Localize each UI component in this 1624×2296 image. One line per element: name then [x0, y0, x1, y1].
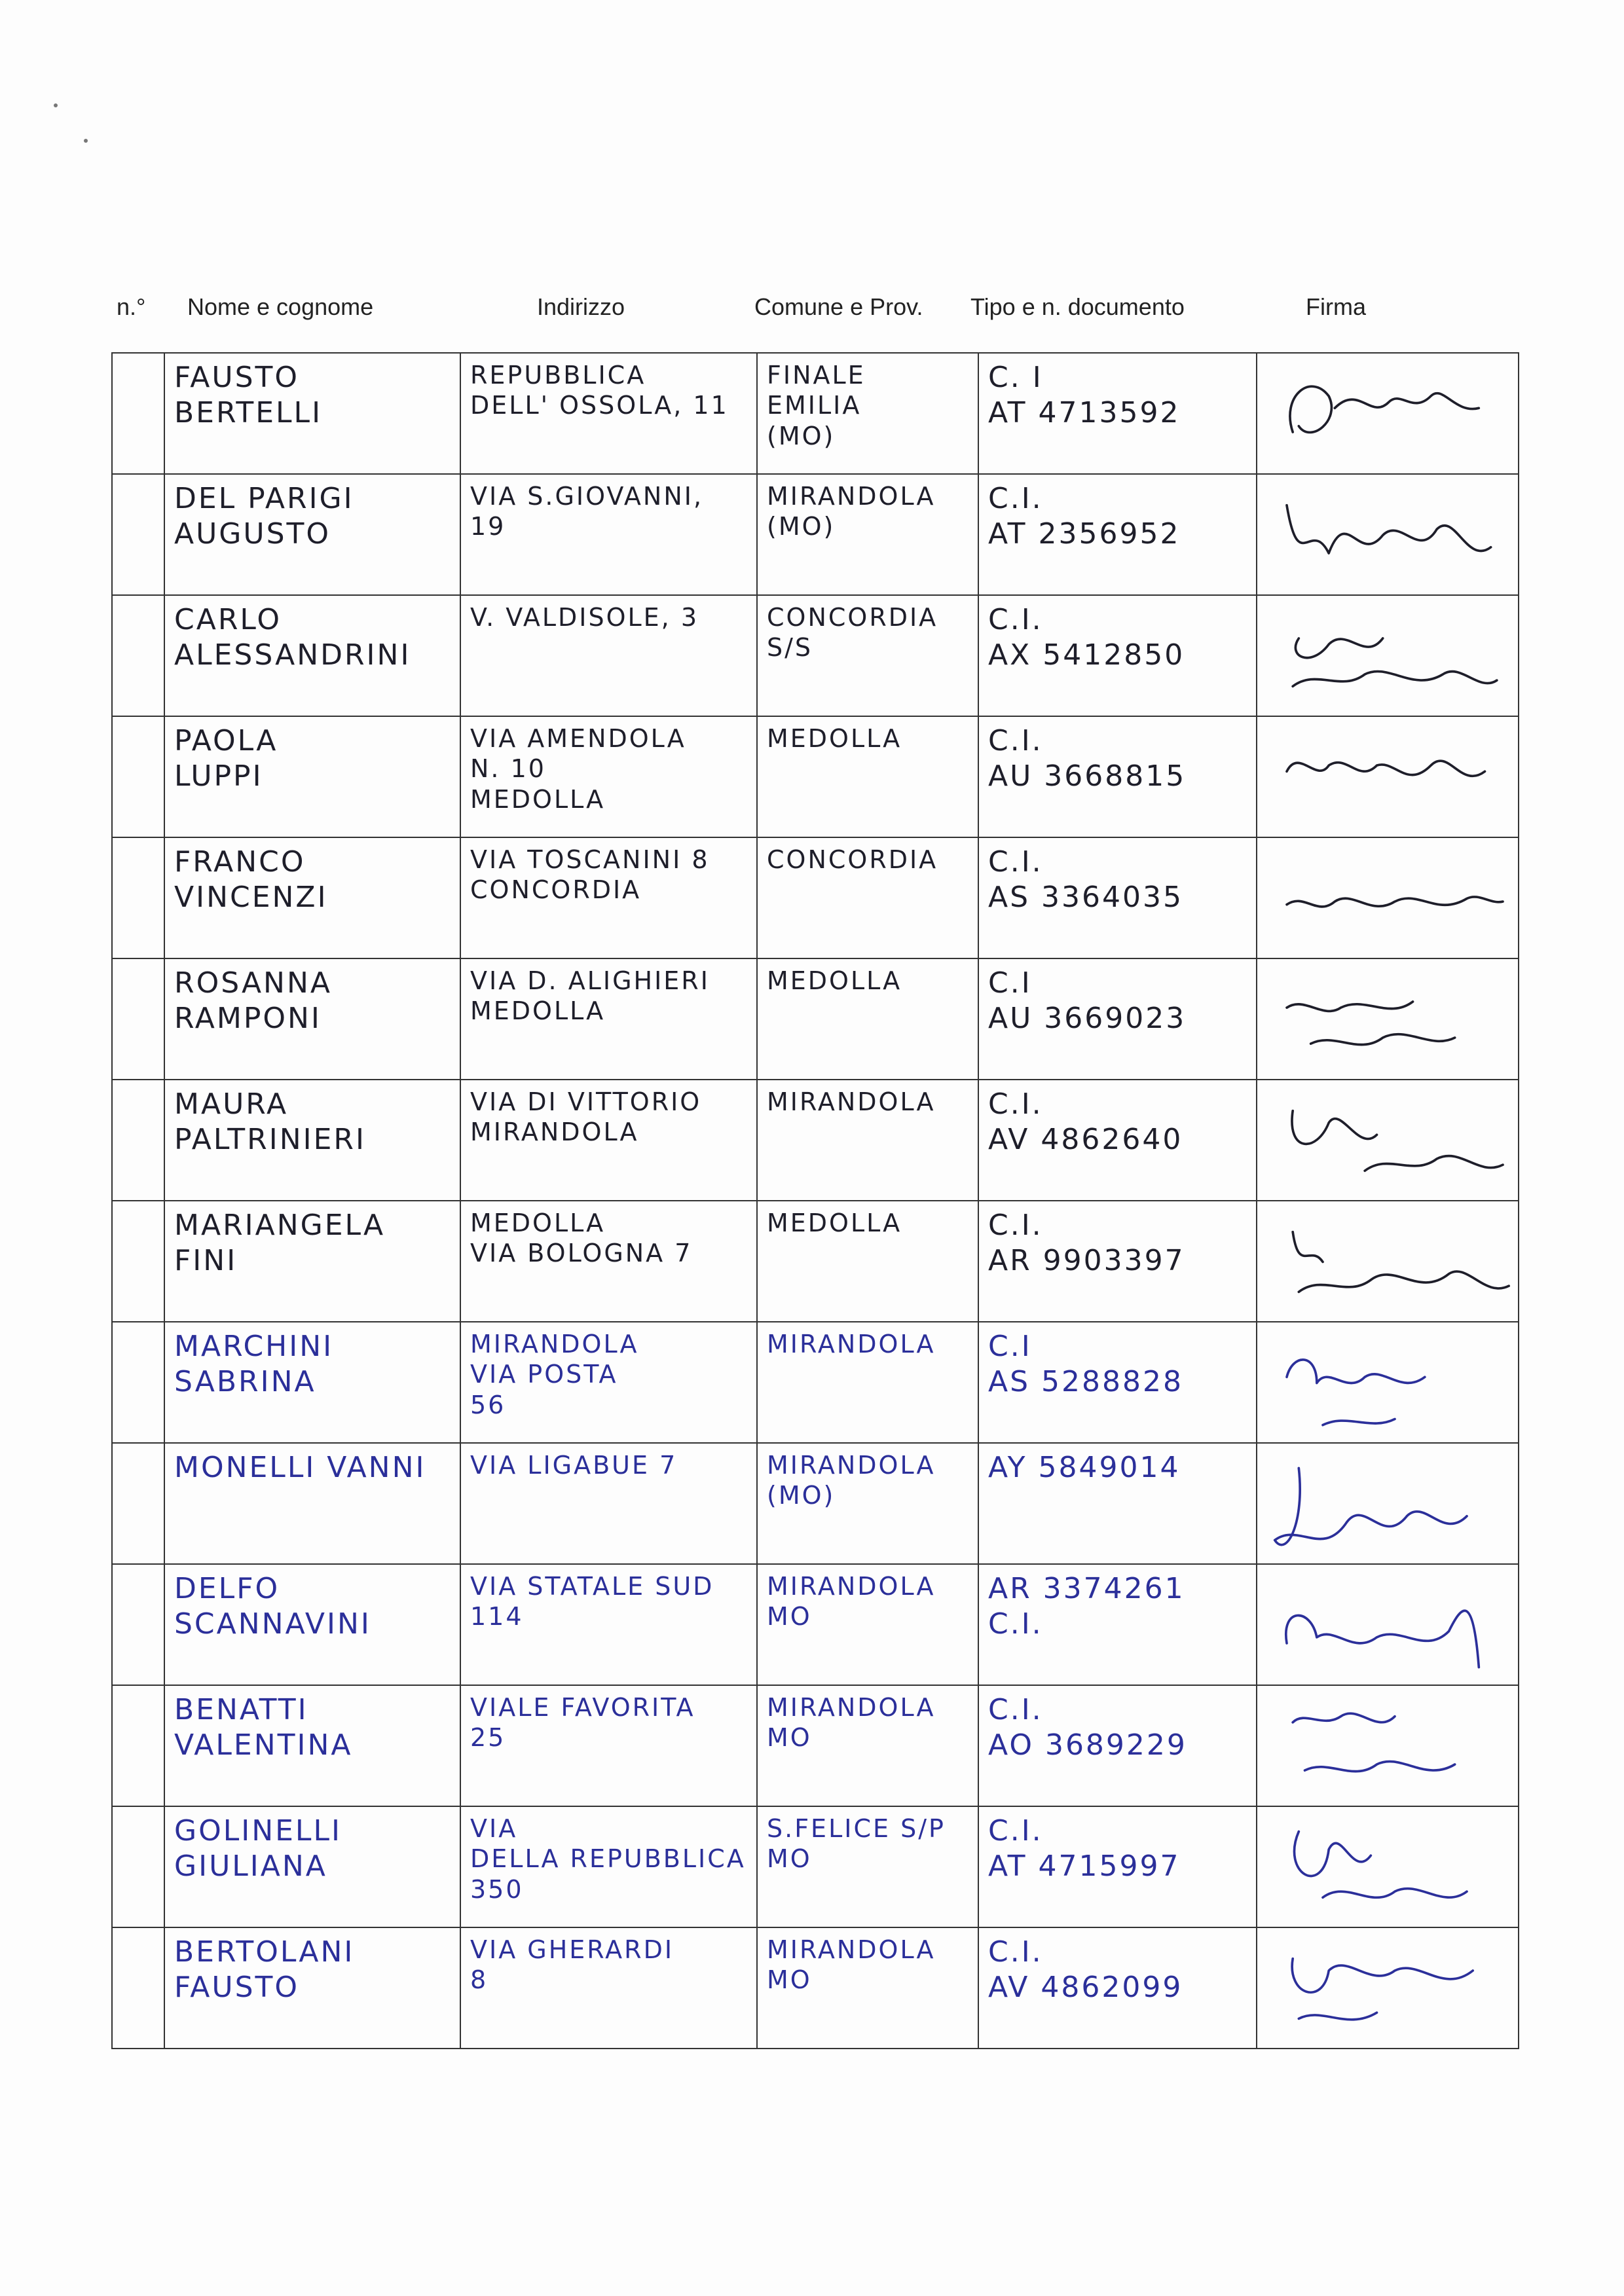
document-text: AR 3374261 C.I. — [988, 1572, 1185, 1641]
header-document: Tipo e n. documento — [970, 293, 1185, 320]
handwritten-signature — [1264, 1813, 1519, 1922]
signature-stroke — [1287, 761, 1485, 776]
name-cell — [164, 1564, 460, 1685]
row-number-cell — [112, 1443, 164, 1564]
signature-cell — [1257, 1927, 1519, 2049]
municipality-text: MIRANDOLA MO — [767, 1572, 936, 1631]
document-cell — [978, 1443, 1257, 1564]
handwritten-signature — [1264, 1087, 1519, 1195]
document-text: C.I. AT 2356952 — [988, 482, 1181, 551]
table-row — [112, 1080, 1519, 1201]
document-cell — [978, 1564, 1257, 1685]
signature-stroke — [1287, 1002, 1455, 1045]
name-cell — [164, 1927, 460, 2049]
document-text: C.I. AO 3689229 — [988, 1693, 1187, 1762]
municipality-cell — [757, 1080, 978, 1201]
document-text: C.I. AT 4715997 — [988, 1814, 1181, 1883]
address-cell — [460, 1927, 757, 2049]
row-number-cell — [112, 1080, 164, 1201]
address-text: VIA LIGABUE 7 — [470, 1451, 678, 1480]
signature-cell — [1257, 716, 1519, 837]
municipality-text: MEDOLLA — [767, 1209, 902, 1237]
address-cell — [460, 1201, 757, 1322]
row-number-cell — [112, 353, 164, 474]
table-row — [112, 353, 1519, 474]
name-cell — [164, 474, 460, 595]
signature-stroke — [1287, 897, 1503, 907]
signature-cell — [1257, 1080, 1519, 1201]
address-cell — [460, 474, 757, 595]
address-text: VIA S.GIOVANNI, 19 — [470, 482, 704, 541]
address-text: VIA STATALE SUD 114 — [470, 1572, 714, 1631]
document-cell — [978, 716, 1257, 837]
address-text: REPUBBLICA DELL' OSSOLA, 11 — [470, 361, 729, 420]
municipality-cell — [757, 595, 978, 716]
document-text: C.I AS 5288828 — [988, 1330, 1183, 1398]
handwritten-signature — [1264, 1571, 1519, 1679]
handwritten-signature — [1264, 1208, 1519, 1316]
row-number-cell — [112, 1685, 164, 1806]
name-text: FRANCO VINCENZI — [174, 845, 328, 914]
handwritten-signature — [1264, 1329, 1519, 1437]
handwritten-signature — [1264, 602, 1519, 710]
address-text: VIA DELLA REPUBBLICA 350 — [470, 1814, 746, 1904]
document-text: C.I. AU 3668815 — [988, 724, 1187, 793]
document-cell — [978, 1080, 1257, 1201]
row-number-cell — [112, 474, 164, 595]
row-number-cell — [112, 958, 164, 1080]
municipality-text: MIRANDOLA (MO) — [767, 1451, 936, 1510]
row-number-cell — [112, 1564, 164, 1685]
municipality-cell — [757, 1443, 978, 1564]
municipality-text: MEDOLLA — [767, 724, 902, 753]
address-text: V. VALDISOLE, 3 — [470, 603, 699, 632]
name-cell — [164, 716, 460, 837]
table-row — [112, 1443, 1519, 1564]
name-text: BERTOLANI FAUSTO — [174, 1935, 355, 2004]
municipality-text: CONCORDIA S/S — [767, 603, 938, 663]
row-number-cell — [112, 1806, 164, 1927]
municipality-text: MIRANDOLA MO — [767, 1693, 936, 1753]
signature-cell — [1257, 837, 1519, 958]
handwritten-signature — [1264, 966, 1519, 1074]
municipality-text: MIRANDOLA — [767, 1087, 936, 1116]
municipality-text: CONCORDIA — [767, 845, 938, 874]
municipality-text: FINALE EMILIA (MO) — [767, 361, 866, 450]
signature-cell — [1257, 1322, 1519, 1443]
name-text: GOLINELLI GIULIANA — [174, 1814, 342, 1883]
signature-cell — [1257, 1201, 1519, 1322]
signature-stroke — [1292, 1959, 1473, 2020]
signature-table — [111, 352, 1519, 2049]
document-cell — [978, 474, 1257, 595]
table-row — [112, 1201, 1519, 1322]
name-cell — [164, 1080, 460, 1201]
header-name: Nome e cognome — [187, 293, 374, 320]
table-row — [112, 716, 1519, 837]
municipality-cell — [757, 353, 978, 474]
handwritten-signature — [1264, 723, 1519, 831]
address-text: VIA GHERARDI 8 — [470, 1935, 674, 1995]
name-text: BENATTI VALENTINA — [174, 1693, 353, 1762]
address-cell — [460, 958, 757, 1080]
address-text: VIA TOSCANINI 8 CONCORDIA — [470, 845, 710, 905]
name-text: ROSANNA RAMPONI — [174, 966, 332, 1035]
row-number-cell — [112, 1201, 164, 1322]
signature-cell — [1257, 474, 1519, 595]
signature-stroke — [1295, 1832, 1467, 1898]
municipality-text: S.FELICE S/P MO — [767, 1814, 946, 1874]
name-cell — [164, 1322, 460, 1443]
municipality-text: MIRANDOLA — [767, 1330, 936, 1358]
name-text: DELFO SCANNAVINI — [174, 1572, 371, 1641]
address-cell — [460, 1564, 757, 1685]
document-cell — [978, 1201, 1257, 1322]
municipality-text: MIRANDOLA MO — [767, 1935, 936, 1995]
table-row — [112, 1322, 1519, 1443]
name-cell — [164, 595, 460, 716]
address-text: MIRANDOLA VIA POSTA 56 — [470, 1330, 639, 1419]
address-cell — [460, 1322, 757, 1443]
column-headers — [0, 293, 1624, 326]
name-text: MARIANGELA FINI — [174, 1209, 386, 1277]
document-text: C. I AT 4713592 — [988, 361, 1181, 429]
document-cell — [978, 1322, 1257, 1443]
municipality-text: MIRANDOLA (MO) — [767, 482, 936, 541]
name-text: CARLO ALESSANDRINI — [174, 603, 411, 672]
address-text: VIA DI VITTORIO MIRANDOLA — [470, 1087, 702, 1147]
header-address: Indirizzo — [537, 293, 625, 320]
name-text: MONELLI VANNI — [174, 1451, 426, 1484]
document-text: C.I. AV 4862640 — [988, 1087, 1183, 1156]
document-cell — [978, 353, 1257, 474]
table-row — [112, 1685, 1519, 1806]
signature-cell — [1257, 958, 1519, 1080]
address-cell — [460, 1080, 757, 1201]
municipality-cell — [757, 1201, 978, 1322]
address-cell — [460, 595, 757, 716]
address-cell — [460, 1443, 757, 1564]
table-row — [112, 837, 1519, 958]
header-signature: Firma — [1306, 293, 1366, 320]
name-text: MAURA PALTRINIERI — [174, 1087, 366, 1156]
address-text: VIA AMENDOLA N. 10 MEDOLLA — [470, 724, 686, 814]
municipality-cell — [757, 1685, 978, 1806]
address-cell — [460, 1806, 757, 1927]
name-text: MARCHINI SABRINA — [174, 1330, 334, 1398]
handwritten-signature — [1264, 845, 1519, 953]
name-cell — [164, 837, 460, 958]
document-cell — [978, 595, 1257, 716]
name-text: DEL PARIGI AUGUSTO — [174, 482, 354, 551]
table-row — [112, 958, 1519, 1080]
address-cell — [460, 837, 757, 958]
name-text: FAUSTO BERTELLI — [174, 361, 323, 429]
signature-stroke — [1293, 638, 1497, 686]
signature-cell — [1257, 1564, 1519, 1685]
signature-cell — [1257, 595, 1519, 716]
name-cell — [164, 1806, 460, 1927]
municipality-cell — [757, 1806, 978, 1927]
document-text: C.I. AX 5412850 — [988, 603, 1185, 672]
document-text: C.I AU 3669023 — [988, 966, 1187, 1035]
address-cell — [460, 716, 757, 837]
document-cell — [978, 1685, 1257, 1806]
table-row — [112, 474, 1519, 595]
handwritten-signature — [1264, 481, 1519, 589]
signature-stroke — [1293, 1232, 1509, 1292]
row-number-cell — [112, 595, 164, 716]
row-number-cell — [112, 837, 164, 958]
signature-stroke — [1275, 1468, 1467, 1545]
municipality-cell — [757, 716, 978, 837]
document-text: AY 5849014 — [988, 1451, 1181, 1484]
signature-table-body — [112, 353, 1519, 2049]
document-text: C.I. AV 4862099 — [988, 1935, 1183, 2004]
signature-stroke — [1293, 1713, 1455, 1771]
name-cell — [164, 1201, 460, 1322]
signature-stroke — [1292, 1111, 1503, 1171]
name-cell — [164, 958, 460, 1080]
table-row — [112, 1806, 1519, 1927]
handwritten-signature — [1264, 1450, 1519, 1558]
signature-stroke — [1287, 505, 1491, 553]
header-number: n.° — [117, 293, 146, 320]
name-cell — [164, 1443, 460, 1564]
address-cell — [460, 353, 757, 474]
name-text: PAOLA LUPPI — [174, 724, 278, 793]
handwritten-signature — [1264, 1692, 1519, 1800]
document-text: C.I. AS 3364035 — [988, 845, 1183, 914]
row-number-cell — [112, 1927, 164, 2049]
name-cell — [164, 353, 460, 474]
address-text: VIALE FAVORITA 25 — [470, 1693, 695, 1753]
document-cell — [978, 1806, 1257, 1927]
handwritten-signature — [1264, 1935, 1519, 2043]
table-row — [112, 1564, 1519, 1685]
row-number-cell — [112, 1322, 164, 1443]
municipality-cell — [757, 474, 978, 595]
municipality-cell — [757, 958, 978, 1080]
row-number-cell — [112, 716, 164, 837]
table-row — [112, 1927, 1519, 2049]
signature-cell — [1257, 1806, 1519, 1927]
signature-cell — [1257, 353, 1519, 474]
municipality-cell — [757, 837, 978, 958]
address-text: MEDOLLA VIA BOLOGNA 7 — [470, 1209, 693, 1268]
municipality-cell — [757, 1564, 978, 1685]
signature-stroke — [1286, 1611, 1479, 1667]
signature-cell — [1257, 1685, 1519, 1806]
address-cell — [460, 1685, 757, 1806]
municipality-cell — [757, 1927, 978, 2049]
header-municipality: Comune e Prov. — [754, 293, 923, 320]
scan-speck — [84, 139, 88, 143]
address-text: VIA D. ALIGHIERI MEDOLLA — [470, 966, 710, 1026]
document-text: C.I. AR 9903397 — [988, 1209, 1185, 1277]
name-cell — [164, 1685, 460, 1806]
table-row — [112, 595, 1519, 716]
document-cell — [978, 837, 1257, 958]
handwritten-signature — [1264, 360, 1519, 468]
document-cell — [978, 958, 1257, 1080]
municipality-text: MEDOLLA — [767, 966, 902, 995]
signature-stroke — [1287, 1360, 1425, 1425]
signature-cell — [1257, 1443, 1519, 1564]
document-cell — [978, 1927, 1257, 2049]
signature-stroke — [1290, 386, 1479, 432]
municipality-cell — [757, 1322, 978, 1443]
scan-speck — [54, 103, 58, 107]
